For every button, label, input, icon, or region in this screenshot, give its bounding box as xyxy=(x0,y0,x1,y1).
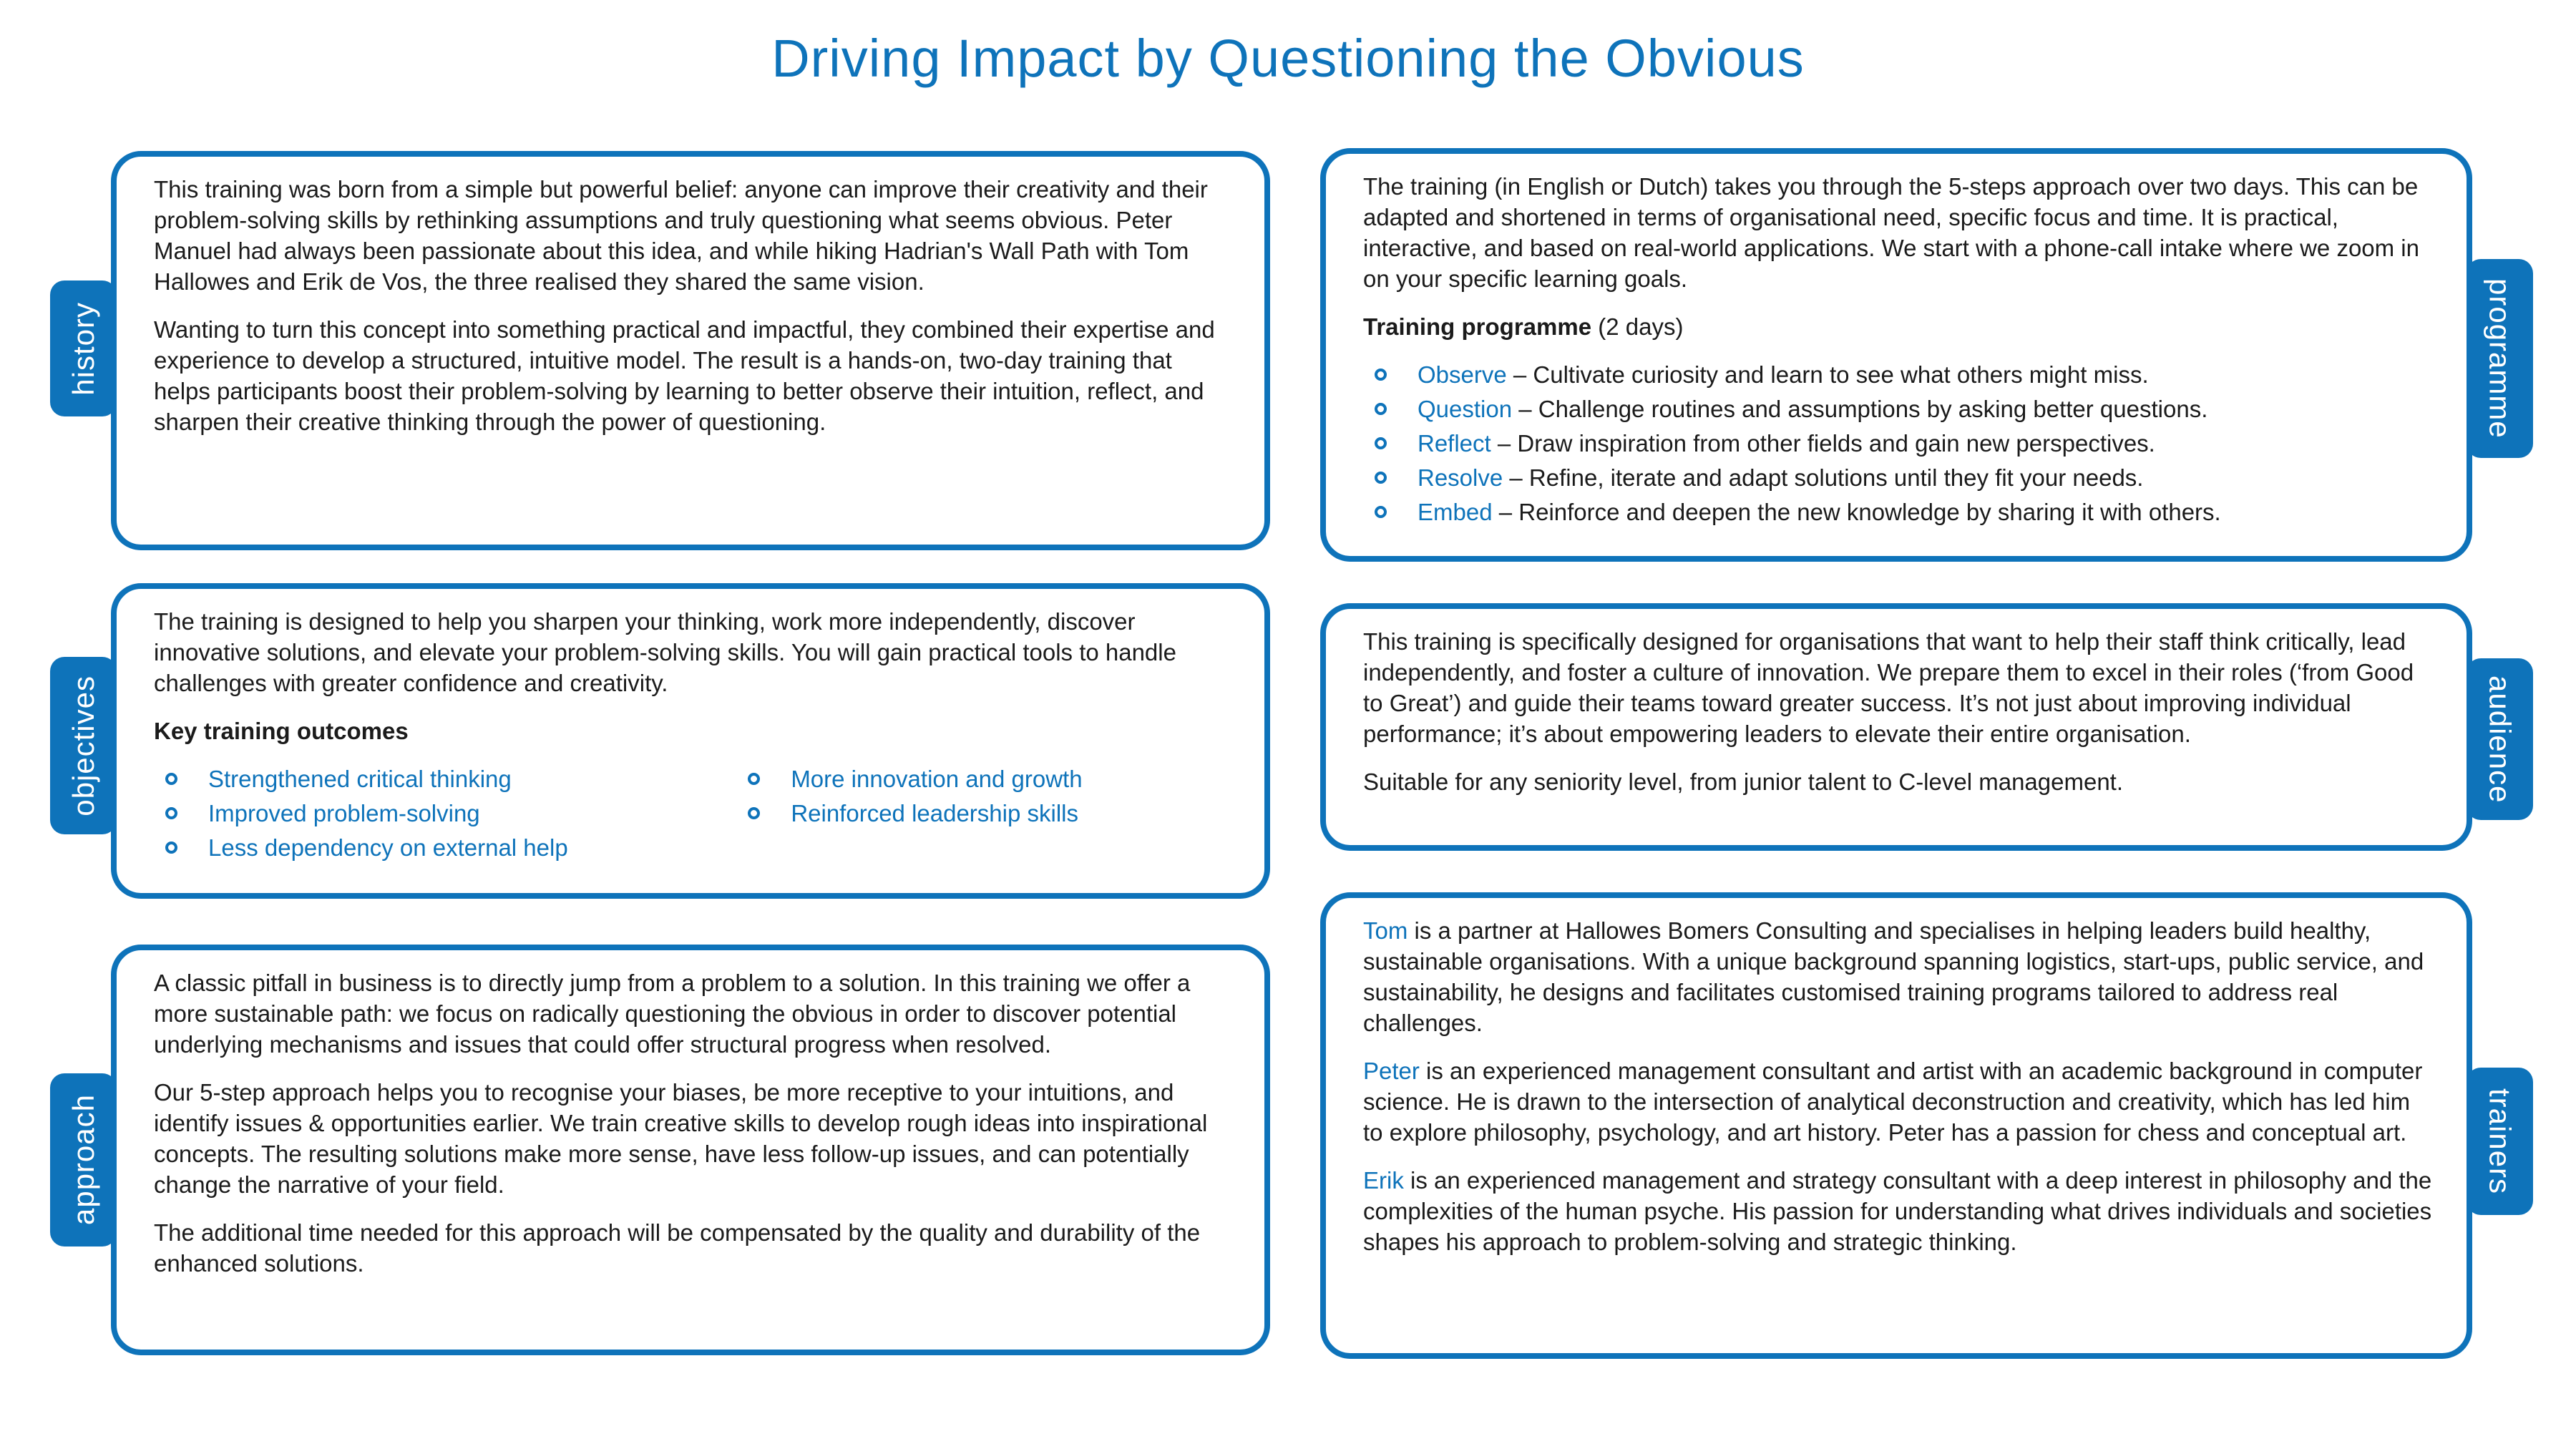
history-box xyxy=(111,151,1270,550)
trainers-box xyxy=(1320,892,2472,1359)
history-paragraph: Wanting to turn this concept into something practical and impactful, they combined their expertise and experience to develop a structured, intuitive model. The result is a hands-on, two-day training that helps participants boost their problem-solving by learning to better observe their intuition, reflect, and sharpen their creative thinking through the power of questioning. xyxy=(154,316,1215,435)
audience-box xyxy=(1320,603,2472,851)
tab-audience xyxy=(2467,658,2533,820)
programme-step: Observe – Cultivate curiosity and learn to see what others might miss. xyxy=(1363,359,2435,390)
bullet-circle-icon xyxy=(165,841,177,854)
audience-paragraph: Suitable for any seniority level, from junior talent to C-level management. xyxy=(1363,769,2124,795)
objectives-heading: Key training outcomes xyxy=(154,718,409,744)
bullet-circle-icon xyxy=(165,807,177,819)
outcome-item: More innovation and growth xyxy=(736,763,1233,794)
outcome-item: Strengthened critical thinking xyxy=(154,763,736,794)
approach-paragraph: Our 5-step approach helps you to recognise your biases, be more receptive to your intuitions, and identify issues & opportunities earlier. We train creative skills to develop rough ideas into inspirational concepts. The resulting solutions make more sense, have less follow-up issues, and can potentially change the narrative of your field. xyxy=(154,1079,1208,1198)
tab-objectives xyxy=(50,657,117,834)
tab-trainers xyxy=(2467,1068,2533,1215)
objectives-box xyxy=(111,583,1270,899)
bullet-circle-icon xyxy=(1375,472,1387,484)
programme-step: Resolve – Refine, iterate and adapt solutions until they fit your needs. xyxy=(1363,462,2435,493)
trainer-name: Tom xyxy=(1363,917,1408,944)
approach-paragraph: A classic pitfall in business is to directly jump from a problem to a solution. In this training we offer a more sustainable path: we focus on radically questioning the obvious in order to discover potential underlying mechanisms and issues that could offer structural progress when resolved. xyxy=(154,970,1191,1058)
history-paragraph: This training was born from a simple but powerful belief: anyone can improve their creativity and their problem-solving skills by rethinking assumptions and truly questioning what seems obvious. Peter Manuel had always been passionate about this idea, and while hiking Hadrian's Wall Path with Tom Hallowes and Erik de Vos, the three realised they shared the same vision. xyxy=(154,176,1208,295)
outcome-item: Improved problem-solving xyxy=(154,798,736,829)
tab-objectives-label: objectives xyxy=(66,675,100,816)
objectives-columns xyxy=(154,763,1233,867)
tab-approach-label: approach xyxy=(66,1094,100,1226)
tab-trainers-label: trainers xyxy=(2483,1088,2517,1195)
bullet-circle-icon xyxy=(1375,369,1387,381)
bullet-circle-icon xyxy=(165,773,177,785)
outcome-item: Reinforced leadership skills xyxy=(736,798,1233,829)
bullet-circle-icon xyxy=(1375,403,1387,415)
tab-audience-label: audience xyxy=(2483,675,2517,804)
tab-programme xyxy=(2467,259,2533,458)
programme-box xyxy=(1320,148,2472,562)
bullet-circle-icon xyxy=(748,773,760,785)
trainer-bio: Peter is an experienced management consultant and artist with an academic background in computer science. He is drawn to the intersection of analytical deconstruction and creativity, which has led him to explore philosophy, psychology, and art history. Peter has a passion for chess and conceptual art. xyxy=(1363,1058,2423,1146)
programme-step: Reflect – Draw inspiration from other fields and gain new perspectives. xyxy=(1363,428,2435,459)
trainer-name: Peter xyxy=(1363,1058,1420,1084)
tab-approach xyxy=(50,1073,117,1246)
programme-steps-list xyxy=(1363,359,2435,527)
bullet-circle-icon xyxy=(1375,506,1387,518)
outcomes-column-2 xyxy=(736,763,1233,867)
trainer-name: Erik xyxy=(1363,1167,1404,1194)
objectives-intro: The training is designed to help you sharpen your thinking, work more independently, discover innovative solutions, and elevate your problem-solving skills. You will gain practical tools to handle challenges with greater confidence and creativity. xyxy=(154,608,1176,696)
programme-heading-bold: Training programme xyxy=(1363,313,1592,340)
page-title: Driving Impact by Questioning the Obvious xyxy=(771,29,1805,88)
programme-intro: The training (in English or Dutch) takes you through the 5-steps approach over two days. This can be adapted and shortened in terms of organisational need, specific focus and time. It is practical, interactive, and based on real-world applications. We start with a phone-call intake where we zoom in on your specific learning goals. xyxy=(1363,173,2419,292)
programme-step: Embed – Reinforce and deepen the new knowledge by sharing it with others. xyxy=(1363,497,2435,527)
trainer-bio: Erik is an experienced management and strategy consultant with a deep interest in philosophy and the complexities of the human psyche. His passion for understanding what drives individuals and societies shapes his approach to problem-solving and strategic thinking. xyxy=(1363,1167,2432,1255)
tab-history xyxy=(50,280,117,416)
outcomes-column-1 xyxy=(154,763,736,867)
bullet-circle-icon xyxy=(1375,437,1387,449)
approach-box xyxy=(111,945,1270,1355)
programme-heading-rest: (2 days) xyxy=(1591,313,1684,340)
bullet-circle-icon xyxy=(748,807,760,819)
tab-programme-label: programme xyxy=(2483,278,2517,439)
trainer-bio: Tom is a partner at Hallowes Bomers Consulting and specialises in helping leaders build healthy, sustainable organisations. With a unique background spanning logistics, start-ups, public service, and sustainability, he designs and facilitates customised training programs tailored to address real challenges. xyxy=(1363,917,2424,1036)
tab-history-label: history xyxy=(66,301,100,396)
outcome-item: Less dependency on external help xyxy=(154,832,736,863)
approach-paragraph: The additional time needed for this approach will be compensated by the quality and durability of the enhanced solutions. xyxy=(154,1219,1201,1277)
programme-step: Question – Challenge routines and assumptions by asking better questions. xyxy=(1363,394,2435,424)
audience-paragraph: This training is specifically designed for organisations that want to help their staff think critically, lead independently, and foster a culture of innovation. We prepare them to excel in their roles (‘from Good to Great’) and guide their teams toward greater success. It’s not just about improving individual performance; it’s about empowering leaders to elevate their entire organisation. xyxy=(1363,628,2414,747)
programme-heading xyxy=(1363,311,2435,342)
